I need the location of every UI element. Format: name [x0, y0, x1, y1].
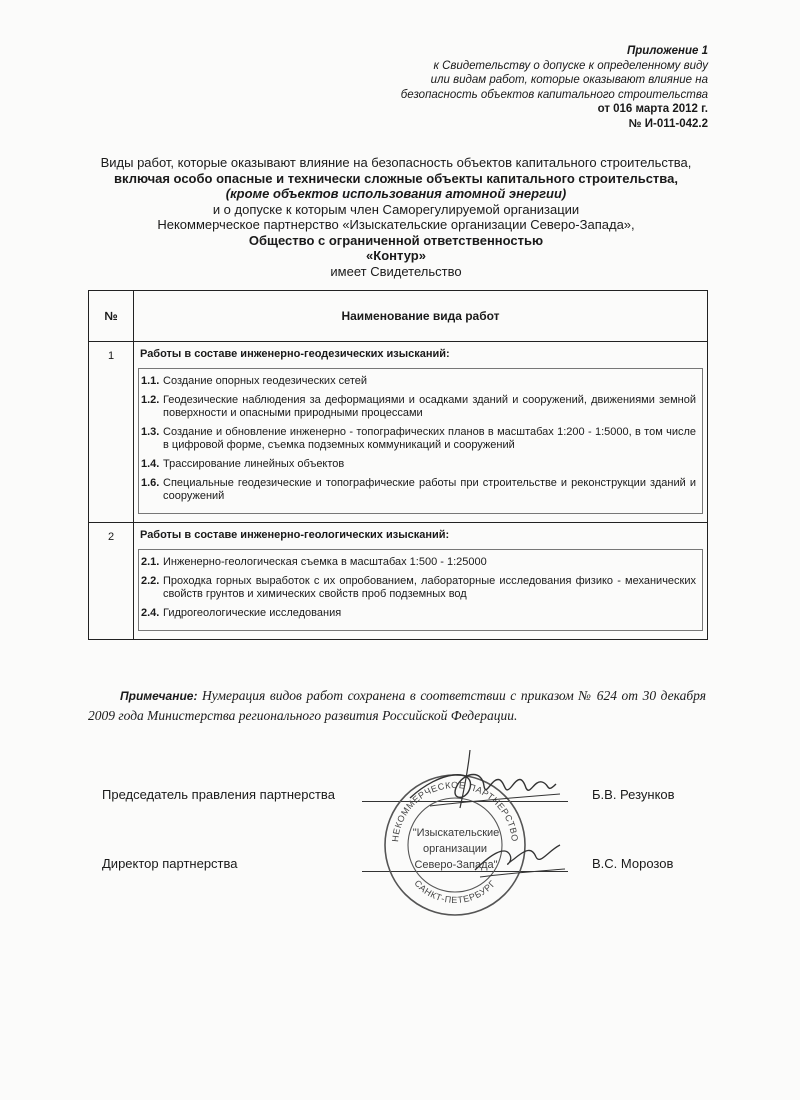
heading-line: Виды работ, которые оказывают влияние на безопасность объектов капитального строительства,	[100, 155, 692, 170]
document-heading	[60, 155, 732, 279]
list-item	[141, 426, 696, 452]
seal-center-line: "Изыскательские	[412, 827, 500, 839]
heading-line: и о допуске к которым член Саморегулируемой организации	[212, 201, 580, 217]
note-paragraph	[88, 686, 706, 725]
organization-name: Общество с ограниченной ответственностью	[248, 232, 544, 248]
appendix-title: Приложение 1	[626, 45, 708, 57]
heading-line: включая особо опасные и технически сложные объекты капитального строительства,	[114, 170, 678, 186]
list-item	[141, 556, 696, 569]
seal-ring-bottom: САНКТ-ПЕТЕРБУРГ	[412, 878, 498, 906]
list-item	[141, 607, 696, 620]
item-text: Инженерно-геологическая съемка в масштабах 1:500 - 1:25000	[163, 556, 487, 568]
item-text: Гидрогеологические исследования	[163, 607, 342, 619]
section-title: Работы в составе инженерно-геологических изысканий:	[140, 529, 450, 541]
list-item	[141, 394, 696, 420]
heading-line: имеет Свидетельство	[330, 263, 462, 279]
seal-center-line: Северо-Запада"	[414, 859, 498, 871]
seal-ring-top: НЕКОММЕРЧЕСКОЕ ПАРТНЕРСТВО	[390, 779, 521, 843]
director-title: Директор партнерства	[102, 856, 238, 871]
item-text: Геодезические наблюдения за деформациями и осадками зданий и сооружений, движениями земной поверхности и опасными природными процессами	[163, 394, 696, 419]
section-items	[138, 549, 703, 631]
appendix-line: к Свидетельству о допуске к определенному виду	[433, 59, 708, 72]
table-row	[89, 523, 708, 640]
section-number: 1	[89, 342, 134, 523]
list-item	[141, 458, 696, 471]
note-text: Нумерация видов работ сохранена в соответствии с приказом № 624 от 30 декабря 2009 года Министерства регионального развития Российской Федерации.	[88, 688, 706, 723]
item-text: Специальные геодезические и топографические работы при строительстве и реконструкции зданий и сооружений	[163, 477, 696, 502]
appendix-header	[288, 44, 708, 131]
section-items	[138, 368, 703, 514]
item-text: Создание и обновление инженерно - топографических планов в масштабах 1:200 - 1:5000, в том числе в цифровой форме, съемка подземных коммуникаций и сооружений	[163, 426, 696, 451]
chair-title: Председатель правления партнерства	[102, 787, 335, 802]
appendix-date: от 016 марта 2012 г.	[597, 103, 708, 115]
appendix-number: № И-011-042.2	[628, 117, 708, 130]
item-number: 1.2.	[141, 394, 160, 406]
works-table	[88, 290, 708, 640]
organization-name: «Контур»	[366, 248, 426, 263]
column-header-name: Наименование вида работ	[134, 291, 708, 342]
item-text: Трассирование линейных объектов	[163, 458, 345, 470]
director-name: В.С. Морозов	[592, 856, 674, 871]
heading-line: Некоммерческое партнерство «Изыскательские организации Северо-Запада»,	[157, 217, 635, 232]
item-number: 1.3.	[141, 426, 160, 438]
item-number: 2.4.	[141, 607, 160, 619]
list-item	[141, 575, 696, 601]
section-number: 2	[89, 523, 134, 640]
item-number: 2.1.	[141, 556, 160, 568]
list-item	[141, 375, 696, 388]
list-item	[141, 477, 696, 503]
item-number: 1.6.	[141, 477, 160, 489]
section-body	[134, 523, 708, 640]
appendix-line: или видам работ, которые оказывают влияние на	[430, 74, 708, 86]
note-label: Примечание:	[120, 689, 198, 703]
item-number: 1.4.	[141, 458, 160, 470]
item-text: Создание опорных геодезических сетей	[163, 375, 368, 387]
item-number: 1.1.	[141, 375, 160, 387]
item-number: 2.2.	[141, 575, 160, 587]
chair-name: Б.В. Резунков	[592, 787, 675, 802]
table-header-row	[89, 291, 708, 342]
item-text: Проходка горных выработок с их опробованием, лабораторные исследования физико - механических свойств грунтов и химических свойств проб подземных вод	[163, 575, 696, 600]
heading-line: (кроме объектов использования атомной энергии)	[225, 186, 567, 201]
seal-center-line: организации	[422, 843, 488, 855]
table-row	[89, 342, 708, 523]
appendix-line: безопасность объектов капитального строительства	[400, 88, 708, 101]
column-header-number: №	[89, 291, 134, 342]
section-title: Работы в составе инженерно-геодезических изысканий:	[140, 348, 450, 360]
section-body	[134, 342, 708, 523]
director-signature-scribble	[470, 825, 570, 885]
